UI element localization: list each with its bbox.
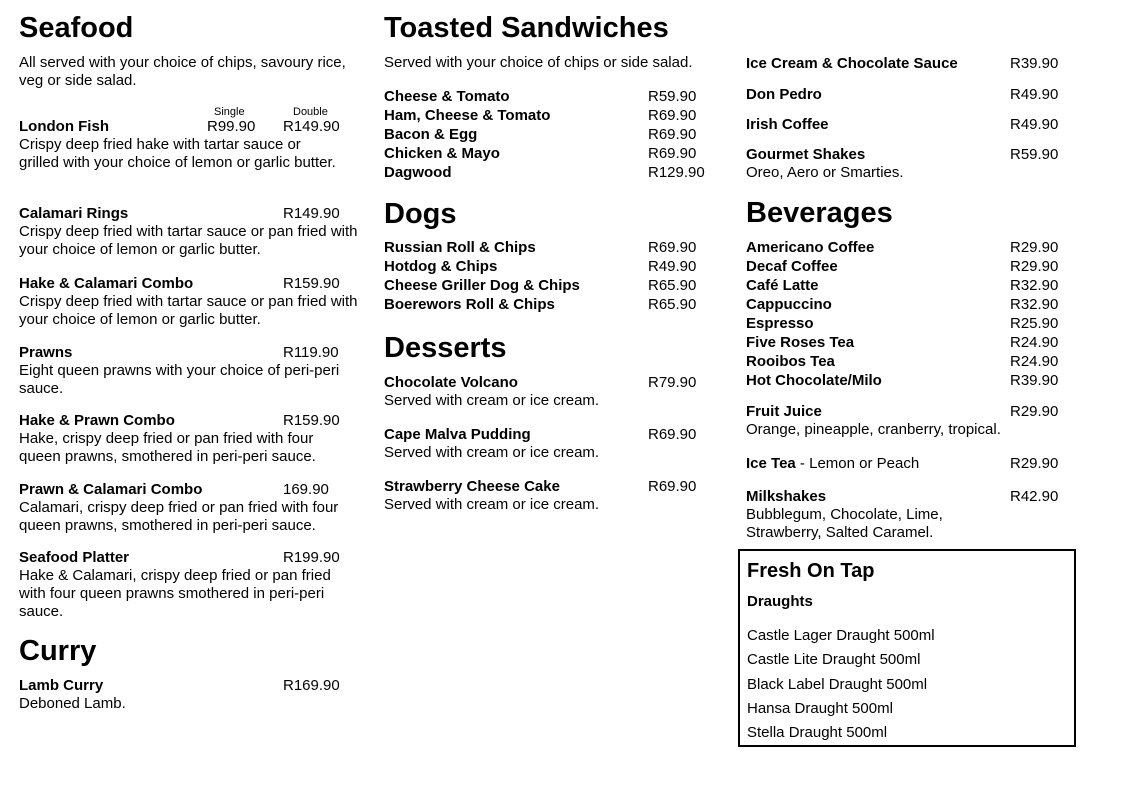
hot-beverages-list [746,238,1076,390]
item-description: Served with cream or ice cream. [384,496,600,513]
item-name: Seafood Platter [19,549,130,566]
menu-item [19,118,364,172]
item-price: R24.90 [1010,353,1059,370]
beverages-heading: Beverages [746,197,893,229]
item-description: Crispy deep fried with tartar sauce or pan fried with your choice of lemon or garlic butter. [19,223,358,258]
item-price: R29.90 [1010,258,1059,275]
item-name: Russian Roll & Chips [384,239,536,256]
list-item [746,276,1076,295]
double-label: Double [293,106,328,118]
draughts-list [747,624,935,745]
item-name: Dagwood [384,164,452,181]
item-price-double: R149.90 [283,118,340,135]
list-item: Stella Draught 500ml [747,724,888,742]
item-price: R29.90 [1010,455,1059,472]
item-name: Ice Cream & Chocolate Sauce [746,55,958,72]
item-name: Cape Malva Pudding [384,426,531,443]
list-item [746,333,1076,352]
item-price: R24.90 [1010,334,1059,351]
item-name: Don Pedro [746,86,822,103]
list-item [384,87,719,106]
menu-item [19,344,364,398]
item-name: Cheese & Tomato [384,88,510,105]
item-name: Hotdog & Chips [384,258,498,275]
ice-tea-flavours: - Lemon or Peach [795,455,920,472]
item-price: R65.90 [648,277,697,294]
item-name: Five Roses Tea [746,334,855,351]
item-price: R159.90 [283,275,340,292]
list-item [746,54,1076,73]
item-price: R59.90 [1010,146,1059,163]
item-name: Café Latte [746,277,819,294]
item-name: Prawn & Calamari Combo [19,481,203,498]
list-item [746,85,1076,104]
seafood-heading: Seafood [19,12,134,44]
item-price: R79.90 [648,374,697,391]
item-description: Served with cream or ice cream. [384,392,600,409]
item-name: Americano Coffee [746,239,875,256]
item-description: Hake & Calamari, crispy deep fried or pan fried with four queen prawns smothered in peri-peri sauce. [19,567,331,620]
item-price: R49.90 [648,258,697,275]
list-item: Castle Lite Draught 500ml [747,651,921,669]
item-name: Cheese Griller Dog & Chips [384,277,580,294]
menu-item [19,481,364,535]
list-item [746,454,1076,473]
item-price: R69.90 [648,478,697,495]
item-name: Calamari Rings [19,205,129,222]
list-item [384,276,719,295]
item-name: Ham, Cheese & Tomato [384,107,551,124]
size-labels [19,105,364,119]
menu-item [746,403,1076,439]
item-name: Hake & Calamari Combo [19,275,194,292]
item-price: R199.90 [283,549,340,566]
item-description: Calamari, crispy deep fried or pan fried with four queen prawns, smothered in peri-peri sauce. [19,499,339,534]
item-price: R42.90 [1010,488,1059,505]
item-description: Eight queen prawns with your choice of peri-peri sauce. [19,362,340,397]
dogs-heading: Dogs [384,198,457,230]
item-price: R65.90 [648,296,697,313]
menu-item [384,478,719,514]
item-description: Crispy deep fried hake with tartar sauce or grilled with your choice of lemon or garlic butter. [19,136,336,171]
menu-item [19,205,364,259]
item-name: Hot Chocolate/Milo [746,372,882,389]
item-description: Orange, pineapple, cranberry, tropical. [746,421,1001,438]
item-name: Hake & Prawn Combo [19,412,175,429]
item-description: Crispy deep fried with tartar sauce or pan fried with your choice of lemon or garlic butter. [19,293,358,328]
list-item [384,125,719,144]
item-name: Chocolate Volcano [384,374,518,391]
item-name: London Fish [19,118,109,135]
dogs-list [384,238,719,314]
fresh-on-tap-box [738,549,1076,747]
list-item [384,144,719,163]
item-price: R129.90 [648,164,705,181]
item-price: R32.90 [1010,296,1059,313]
list-item [384,238,719,257]
item-price: R169.90 [283,677,340,694]
toasted-list [384,87,719,182]
item-name: Irish Coffee [746,116,829,133]
list-item [746,295,1076,314]
list-item [746,352,1076,371]
menu-item [19,275,364,329]
menu-item [746,488,1076,542]
item-price: R69.90 [648,126,697,143]
desserts-heading: Desserts [384,332,507,364]
list-item [384,106,719,125]
item-price: R29.90 [1010,239,1059,256]
item-description: Bubblegum, Chocolate, Lime, Strawberry, Salted Caramel. [746,506,943,541]
item-name: Boerewors Roll & Chips [384,296,555,313]
item-price: R29.90 [1010,403,1059,420]
toasted-sandwiches-heading: Toasted Sandwiches [384,12,669,44]
item-price: R149.90 [283,205,340,222]
item-name: Prawns [19,344,73,361]
item-name: Decaf Coffee [746,258,838,275]
list-item [384,295,719,314]
list-item [746,371,1076,390]
item-price: R25.90 [1010,315,1059,332]
item-price: R69.90 [648,426,697,443]
item-description: Oreo, Aero or Smarties. [746,164,904,181]
item-name: Cappuccino [746,296,832,313]
menu-item [384,374,719,410]
item-name: Gourmet Shakes [746,146,866,163]
item-price: R69.90 [648,145,697,162]
draughts-subheading: Draughts [747,593,813,610]
toasted-intro: Served with your choice of chips or side salad. [384,54,693,71]
item-name: Rooibos Tea [746,353,835,370]
item-name: Bacon & Egg [384,126,478,143]
item-name: Espresso [746,315,814,332]
list-item [746,257,1076,276]
item-price: R49.90 [1010,116,1059,133]
list-item [384,163,719,182]
single-label: Single [214,106,245,118]
item-price-single: R99.90 [207,118,256,135]
menu-item [19,412,364,466]
item-price: R59.90 [648,88,697,105]
list-item: Hansa Draught 500ml [747,699,893,717]
item-name: Chicken & Mayo [384,145,500,162]
curry-heading: Curry [19,635,97,667]
item-price: R49.90 [1010,86,1059,103]
fresh-on-tap-heading: Fresh On Tap [747,560,875,582]
menu-item [746,146,1076,182]
item-price: R39.90 [1010,55,1059,72]
list-item [384,257,719,276]
ice-tea-name: Ice Tea [746,455,796,472]
item-description: Hake, crispy deep fried or pan fried with four queen prawns, smothered in peri-peri sauce. [19,430,316,465]
item-price: R69.90 [648,239,697,256]
menu-item [384,426,719,462]
item-name [746,454,919,473]
item-price: R39.90 [1010,372,1059,389]
item-name: Strawberry Cheese Cake [384,478,560,495]
list-item [746,238,1076,257]
item-description: Deboned Lamb. [19,695,126,712]
item-name: Milkshakes [746,488,827,505]
list-item: Castle Lager Draught 500ml [747,627,935,644]
item-price: R69.90 [648,107,697,124]
item-name: Fruit Juice [746,403,822,420]
list-item [746,314,1076,333]
item-price: R159.90 [283,412,340,429]
item-price: 169.90 [283,481,329,498]
list-item: Black Label Draught 500ml [747,675,928,693]
list-item [746,115,1076,134]
menu-item [19,549,364,621]
item-description: Served with cream or ice cream. [384,444,600,461]
item-name: Lamb Curry [19,677,104,694]
menu-item [19,677,364,713]
item-price: R119.90 [283,344,339,361]
item-price: R32.90 [1010,277,1059,294]
seafood-intro: All served with your choice of chips, savoury rice, veg or side salad. [19,54,346,89]
